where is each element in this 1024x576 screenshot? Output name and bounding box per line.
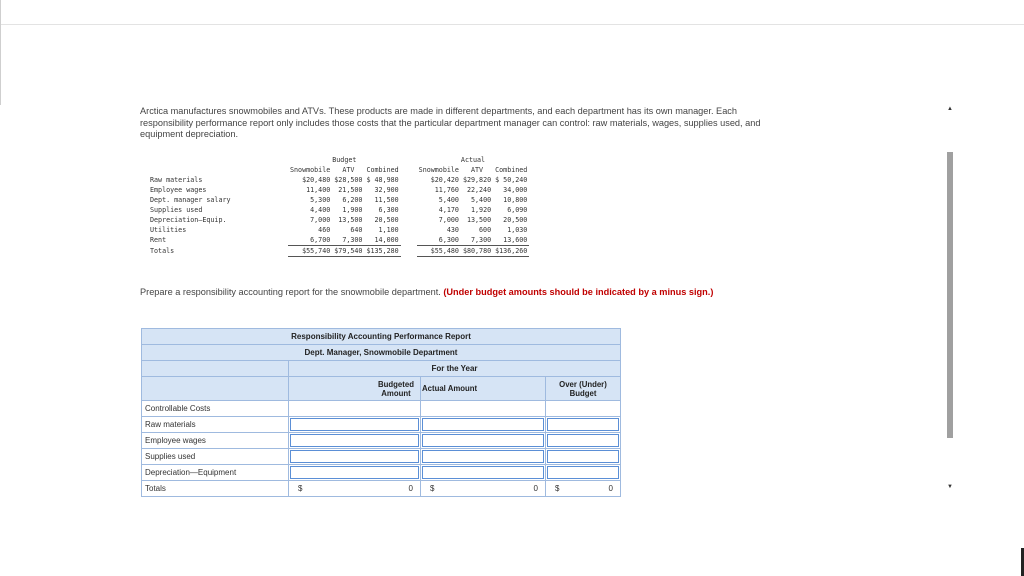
total-budgeted: 0	[408, 484, 413, 493]
instruction-note: (Under budget amounts should be indicated by a minus sign.)	[443, 287, 714, 297]
actual-input[interactable]	[422, 466, 544, 479]
top-bar	[0, 0, 1024, 25]
table-row	[148, 175, 529, 185]
report-totals-row	[142, 481, 621, 497]
intro-text: Arctica manufactures snowmobiles and ATVs. These products are made in different departments, and each department has its own manager. Each responsibility performance report only includes those costs that the particular department manager can control: raw materials, wages, supplies used, and equipment depreciation.	[140, 106, 761, 139]
scroll-up-icon[interactable]: ▲	[947, 106, 953, 112]
over-under-input[interactable]	[547, 450, 619, 463]
cell: 4,170	[438, 206, 459, 214]
report-period: For the Year	[289, 361, 621, 377]
actual-input[interactable]	[422, 434, 544, 447]
row-label: Employee wages	[150, 186, 207, 194]
totals-row	[148, 246, 529, 257]
scrollbar[interactable]	[943, 102, 957, 494]
cell: 13,500	[338, 216, 363, 224]
cell: $28,500	[334, 176, 363, 184]
report-row-label: Depreciation—Equipment	[142, 465, 289, 481]
cell: $ 50,240	[495, 176, 528, 184]
row-label: Dept. manager salary	[150, 196, 231, 204]
col-over-header: Over (Under) Budget	[559, 379, 607, 398]
col-header: Snowmobile	[290, 166, 331, 174]
group-header-actual: Actual	[460, 156, 486, 164]
report-title: Responsibility Accounting Performance Report	[142, 329, 621, 345]
col-header: Combined	[495, 166, 528, 174]
cell: 460	[318, 226, 331, 234]
cell: 13,600	[493, 235, 529, 246]
cell: $20,420	[430, 176, 459, 184]
row-label: Totals	[150, 247, 175, 255]
table-row	[148, 205, 529, 215]
report-row	[142, 433, 621, 449]
cell: $55,480	[417, 246, 461, 257]
budgeted-input[interactable]	[290, 434, 419, 447]
currency-symbol: $	[430, 484, 435, 493]
table-row	[148, 225, 529, 235]
over-under-input[interactable]	[547, 418, 619, 431]
currency-symbol: $	[298, 484, 303, 493]
section-label: Controllable Costs	[142, 401, 289, 417]
cell: 1,100	[378, 226, 399, 234]
cell: 14,000	[364, 235, 400, 246]
cell: $135,280	[366, 247, 399, 255]
cell: 600	[479, 226, 492, 234]
report-row	[142, 465, 621, 481]
cell: $20,480	[302, 176, 331, 184]
table-row	[148, 215, 529, 225]
col-actual-header: Actual Amount	[421, 377, 546, 401]
cell: $ 48,980	[366, 176, 399, 184]
cell: 5,400	[438, 196, 459, 204]
cell: 7,300	[461, 235, 493, 246]
row-label: Depreciation—Equip.	[150, 216, 227, 224]
row-label: Supplies used	[150, 206, 203, 214]
cell: 6,200	[342, 196, 363, 204]
budgeted-input[interactable]	[290, 466, 419, 479]
col-budgeted-header: Budgeted Amount	[378, 379, 414, 398]
cell: 11,400	[306, 186, 331, 194]
currency-symbol: $	[555, 484, 560, 493]
cell: 32,900	[374, 186, 399, 194]
cell: $80,780	[462, 247, 492, 255]
table-row	[148, 195, 529, 205]
cell: 6,090	[507, 206, 528, 214]
cell: 7,000	[438, 216, 459, 224]
row-label: Utilities	[150, 226, 187, 234]
cell: $55,740	[288, 246, 332, 257]
cell: 5,300	[310, 196, 331, 204]
cell: 1,920	[470, 206, 492, 214]
instructions	[140, 287, 770, 298]
totals-label: Totals	[142, 481, 289, 497]
cell: 640	[350, 226, 363, 234]
group-header-budget: Budget	[332, 156, 357, 164]
report-row-label: Supplies used	[142, 449, 289, 465]
cell: 7,000	[310, 216, 331, 224]
row-label: Rent	[150, 236, 167, 245]
report-row-label: Employee wages	[142, 433, 289, 449]
row-label: Raw materials	[150, 176, 203, 184]
cell: 430	[446, 226, 459, 234]
report-row	[142, 417, 621, 433]
over-under-input[interactable]	[547, 466, 619, 479]
cell: 1,030	[507, 226, 528, 234]
question-body	[140, 106, 940, 141]
col-header: ATV	[342, 166, 355, 174]
col-header: Combined	[366, 166, 399, 174]
cell: 13,500	[466, 216, 492, 224]
report-subtitle: Dept. Manager, Snowmobile Department	[142, 345, 621, 361]
scrollbar-thumb[interactable]	[947, 152, 953, 438]
cell: 20,500	[374, 216, 399, 224]
col-header: Snowmobile	[418, 166, 459, 174]
report-row	[142, 449, 621, 465]
total-over-under: 0	[608, 484, 613, 493]
performance-report	[141, 328, 621, 497]
cell: 34,000	[503, 186, 528, 194]
cell: 4,400	[310, 206, 331, 214]
cell: 11,760	[434, 186, 459, 194]
cell: 21,500	[338, 186, 363, 194]
col-header: ATV	[470, 166, 484, 174]
left-border	[0, 0, 1, 105]
total-actual: 0	[533, 484, 538, 493]
cell: 7,300	[332, 235, 364, 246]
cell: 20,500	[503, 216, 528, 224]
actual-input[interactable]	[422, 418, 544, 431]
table-row	[148, 235, 529, 246]
cell: $136,260	[495, 247, 528, 255]
cell: $79,540	[334, 247, 363, 255]
cell: 5,400	[470, 196, 492, 204]
budgeted-input[interactable]	[290, 418, 419, 431]
cell: 1,900	[342, 206, 363, 214]
cell: 6,300	[378, 206, 399, 214]
scroll-down-icon[interactable]: ▼	[947, 484, 953, 490]
cell: 22,240	[466, 186, 492, 194]
cost-data-table	[148, 155, 529, 257]
cell: 6,700	[288, 235, 332, 246]
budgeted-input[interactable]	[290, 450, 419, 463]
cell: 6,300	[417, 235, 461, 246]
report-row-label: Raw materials	[142, 417, 289, 433]
instruction-text: Prepare a responsibility accounting report for the snowmobile department.	[140, 287, 441, 297]
cell: 11,500	[374, 196, 399, 204]
table-row	[148, 185, 529, 195]
cell: 10,800	[503, 196, 528, 204]
over-under-input[interactable]	[547, 434, 619, 447]
cell: $29,820	[462, 176, 492, 184]
actual-input[interactable]	[422, 450, 544, 463]
